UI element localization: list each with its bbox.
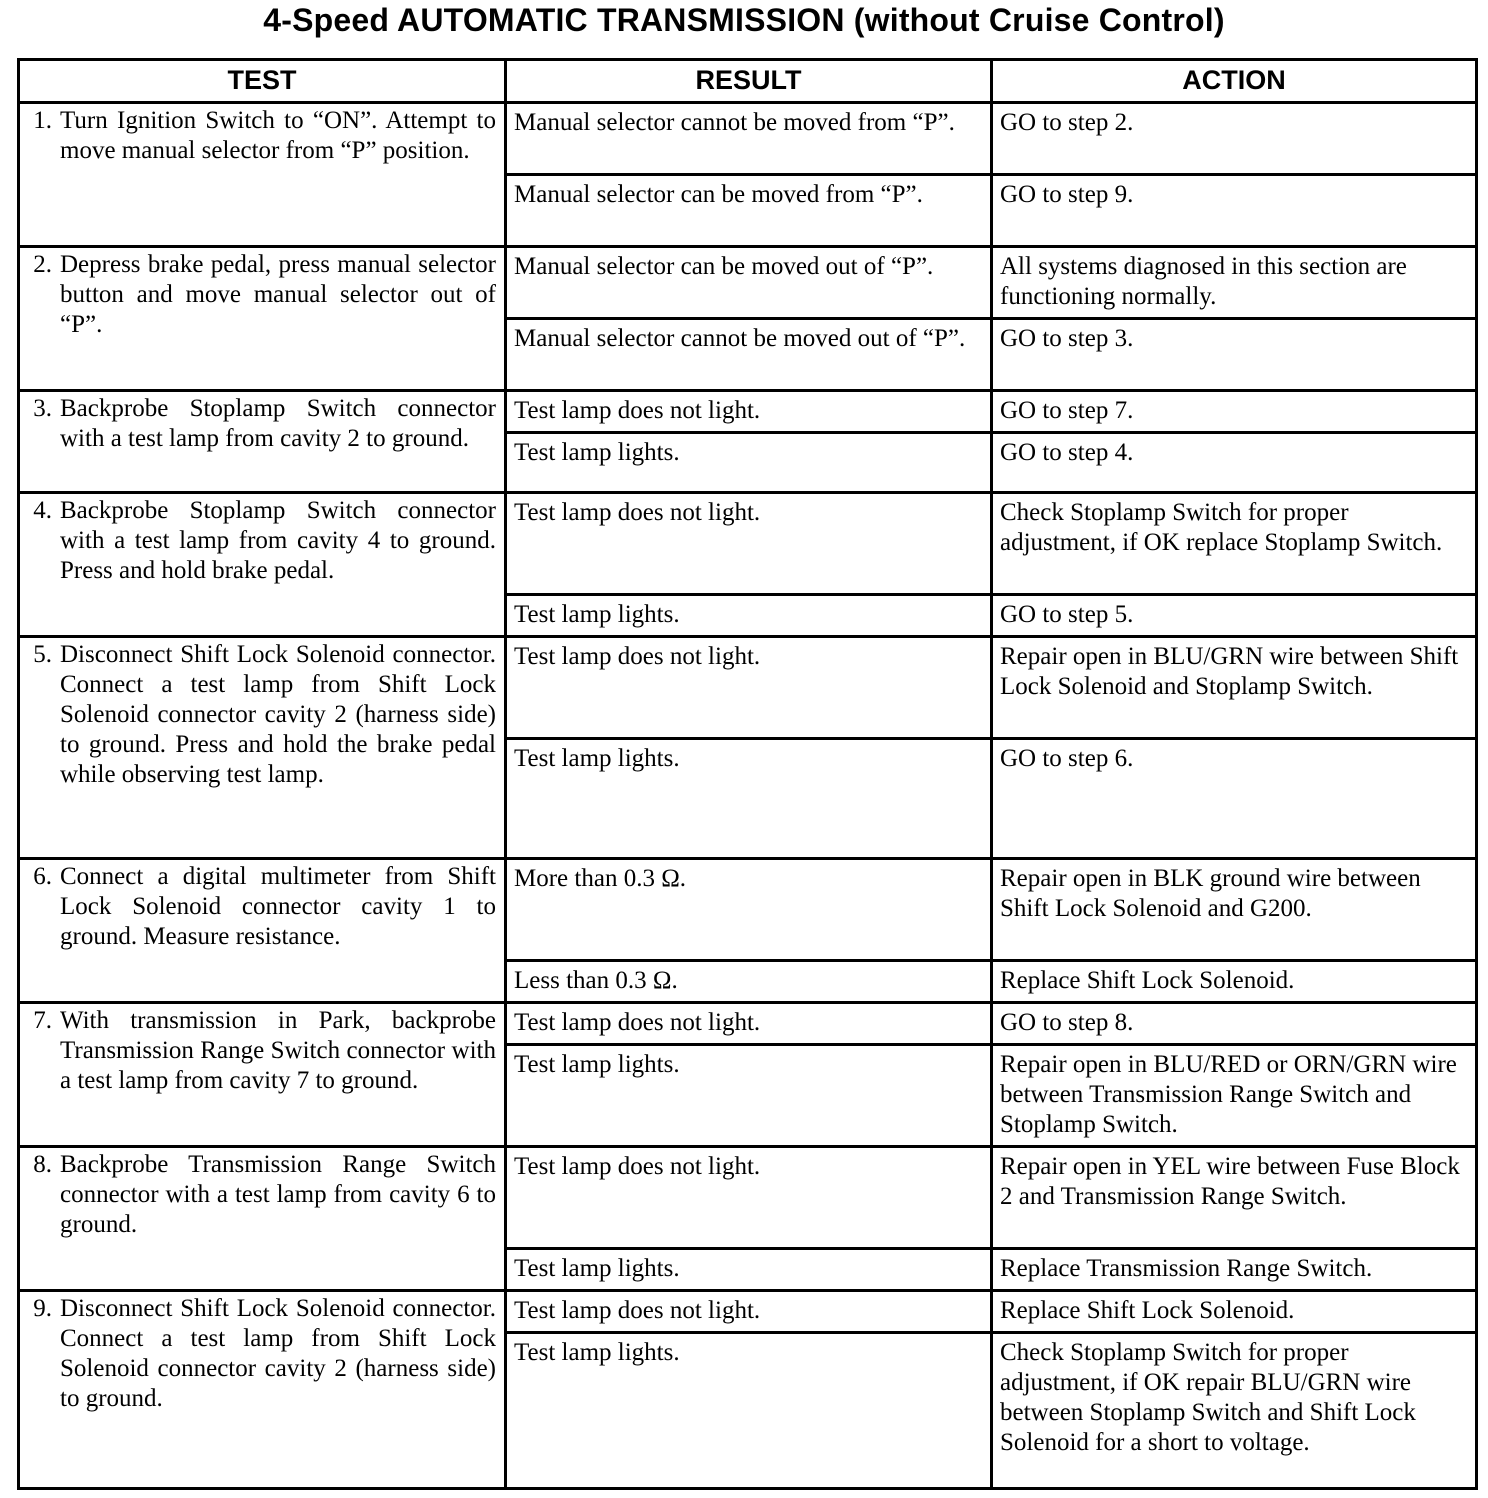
table-row xyxy=(19,1291,1477,1333)
result-cell: Test lamp does not light. xyxy=(506,1147,992,1249)
test-cell xyxy=(19,859,506,1003)
table-row xyxy=(19,1003,1477,1045)
result-cell: Test lamp does not light. xyxy=(506,391,992,433)
test-cell xyxy=(19,1147,506,1291)
test-cell xyxy=(19,1291,506,1489)
test-text: Connect a digital multimeter from Shift Lock Solenoid connector cavity 1 to ground. Measure resistance. xyxy=(60,863,496,950)
action-cell: Repair open in YEL wire between Fuse Block 2 and Transmission Range Switch. xyxy=(992,1147,1477,1249)
action-cell: GO to step 3. xyxy=(992,319,1477,391)
result-cell: Less than 0.3 Ω. xyxy=(506,961,992,1003)
test-cell xyxy=(19,391,506,493)
step-number: 1. xyxy=(33,107,52,134)
result-cell: Test lamp lights. xyxy=(506,739,992,859)
result-cell: Manual selector cannot be moved from “P”. xyxy=(506,103,992,175)
action-cell: Replace Shift Lock Solenoid. xyxy=(992,961,1477,1003)
test-text: With transmission in Park, backprobe Transmission Range Switch connector with a test lamp from cavity 7 to ground. xyxy=(60,1007,496,1094)
test-cell xyxy=(19,637,506,859)
step-number: 3. xyxy=(33,395,52,422)
header-test: TEST xyxy=(19,60,506,103)
test-cell xyxy=(19,1003,506,1147)
test-cell xyxy=(19,247,506,391)
test-text: Backprobe Stoplamp Switch connector with a test lamp from cavity 4 to ground. Press and hold brake pedal. xyxy=(60,497,496,584)
test-text: Backprobe Transmission Range Switch connector with a test lamp from cavity 6 to ground. xyxy=(60,1151,496,1238)
action-cell: Repair open in BLU/GRN wire between Shift Lock Solenoid and Stoplamp Switch. xyxy=(992,637,1477,739)
action-cell: Replace Transmission Range Switch. xyxy=(992,1249,1477,1291)
action-cell: Check Stoplamp Switch for proper adjustment, if OK replace Stoplamp Switch. xyxy=(992,493,1477,595)
step-number: 5. xyxy=(33,641,52,668)
table-row xyxy=(19,103,1477,175)
action-cell: GO to step 9. xyxy=(992,175,1477,247)
result-cell: Test lamp lights. xyxy=(506,1045,992,1147)
result-cell: Test lamp lights. xyxy=(506,1333,992,1489)
step-number: 6. xyxy=(33,863,52,890)
test-text: Depress brake pedal, press manual selector button and move manual selector out of “P”. xyxy=(60,251,496,338)
table-row xyxy=(19,391,1477,433)
result-cell: Manual selector cannot be moved out of “P”. xyxy=(506,319,992,391)
test-text: Turn Ignition Switch to “ON”. Attempt to move manual selector from “P” position. xyxy=(60,107,496,164)
header-result: RESULT xyxy=(506,60,992,103)
result-cell: Test lamp does not light. xyxy=(506,1291,992,1333)
header-row xyxy=(19,60,1477,103)
action-cell: GO to step 4. xyxy=(992,433,1477,493)
result-cell: Test lamp lights. xyxy=(506,433,992,493)
result-cell: Test lamp does not light. xyxy=(506,1003,992,1045)
test-text: Disconnect Shift Lock Solenoid connector. Connect a test lamp from Shift Lock Solenoid connector cavity 2 (harness side) to ground. Press and hold the brake pedal while observing test lamp. xyxy=(60,641,496,788)
action-cell: GO to step 2. xyxy=(992,103,1477,175)
table-row xyxy=(19,493,1477,595)
result-cell: Test lamp does not light. xyxy=(506,637,992,739)
action-cell: GO to step 6. xyxy=(992,739,1477,859)
page-title: 4-Speed AUTOMATIC TRANSMISSION (without Cruise Control) xyxy=(263,2,1225,38)
header-action: ACTION xyxy=(992,60,1477,103)
action-cell: Repair open in BLK ground wire between Shift Lock Solenoid and G200. xyxy=(992,859,1477,961)
test-cell xyxy=(19,493,506,637)
action-cell: GO to step 7. xyxy=(992,391,1477,433)
step-number: 2. xyxy=(33,251,52,278)
test-text: Disconnect Shift Lock Solenoid connector. Connect a test lamp from Shift Lock Solenoid connector cavity 2 (harness side) to ground. xyxy=(60,1295,496,1412)
step-number: 8. xyxy=(33,1151,52,1178)
result-cell: Test lamp does not light. xyxy=(506,493,992,595)
table-row xyxy=(19,247,1477,319)
action-cell: Replace Shift Lock Solenoid. xyxy=(992,1291,1477,1333)
result-cell: Manual selector can be moved out of “P”. xyxy=(506,247,992,319)
test-cell xyxy=(19,103,506,247)
step-number: 9. xyxy=(33,1295,52,1322)
result-cell: Test lamp lights. xyxy=(506,595,992,637)
step-number: 7. xyxy=(33,1007,52,1034)
result-cell: Test lamp lights. xyxy=(506,1249,992,1291)
diagnostic-table xyxy=(17,58,1478,1490)
table-row xyxy=(19,859,1477,961)
action-cell: GO to step 5. xyxy=(992,595,1477,637)
step-number: 4. xyxy=(33,497,52,524)
action-cell: Repair open in BLU/RED or ORN/GRN wire between Transmission Range Switch and Stoplamp Switch. xyxy=(992,1045,1477,1147)
table-row xyxy=(19,637,1477,739)
action-cell: GO to step 8. xyxy=(992,1003,1477,1045)
table-row xyxy=(19,1147,1477,1249)
test-text: Backprobe Stoplamp Switch connector with a test lamp from cavity 2 to ground. xyxy=(60,395,496,452)
action-cell: Check Stoplamp Switch for proper adjustment, if OK repair BLU/GRN wire between Stoplamp Switch and Shift Lock Solenoid for a short to voltage. xyxy=(992,1333,1477,1489)
result-cell: More than 0.3 Ω. xyxy=(506,859,992,961)
result-cell: Manual selector can be moved from “P”. xyxy=(506,175,992,247)
action-cell: All systems diagnosed in this section are functioning normally. xyxy=(992,247,1477,319)
